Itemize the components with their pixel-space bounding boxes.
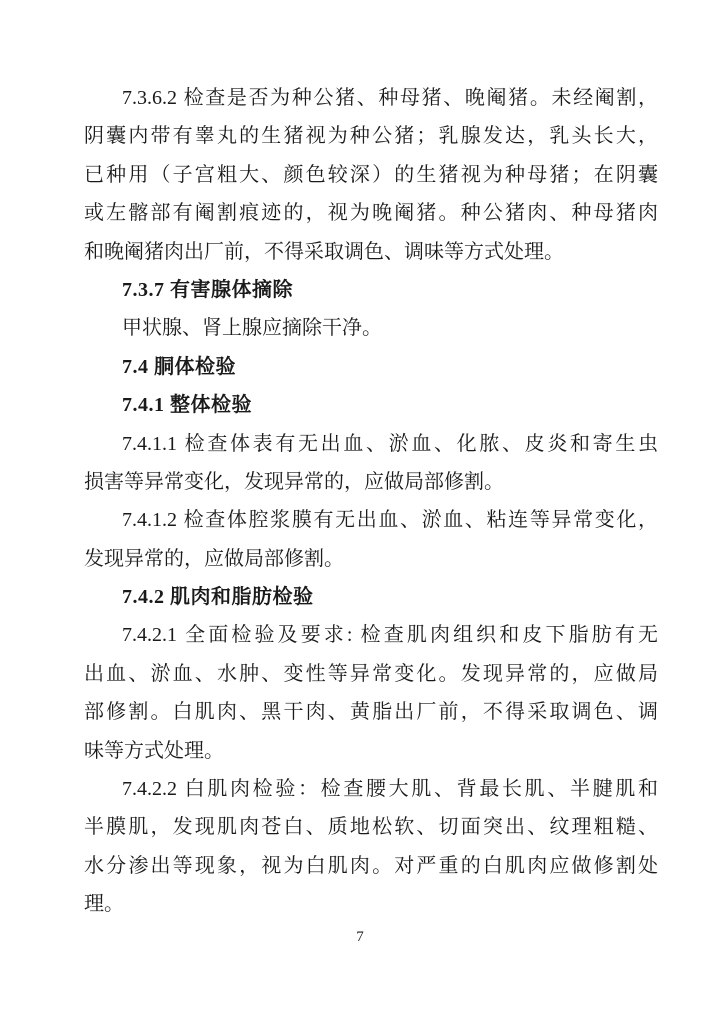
text-line: 7.4.2 肌肉和脂肪检验: [122, 586, 314, 609]
paragraph: [84, 616, 658, 770]
text-line: 已种用（子宫粗大、颜色较深）的生猪视为种母猪；在阴囊: [84, 163, 658, 186]
text-line: 味等方式处理。: [84, 739, 224, 762]
text-line: 损害等异常变化，发现异常的，应做局部修割。: [84, 470, 504, 493]
text-line: 和晚阉猪肉出厂前，不得采取调色、调味等方式处理。: [84, 240, 564, 263]
text-line: 发现异常的，应做局部修割。: [84, 547, 344, 570]
text-line: 7.4 胴体检验: [122, 355, 236, 378]
text-line: 7.4.1.1 检查体表有无出血、淤血、化脓、皮炎和寄生虫: [122, 432, 658, 455]
text-line: 甲状腺、肾上腺应摘除干净。: [122, 317, 382, 340]
text-line: 或左髂部有阉割痕迹的，视为晚阉猪。种公猪肉、种母猪肉: [84, 202, 658, 225]
section-heading: [84, 271, 658, 309]
section-heading: [84, 578, 658, 616]
paragraph: [84, 79, 658, 271]
text-line: 7.4.2.2 白肌肉检验：检查腰大肌、背最长肌、半腱肌和: [122, 778, 658, 801]
text-line: 7.3.7 有害腺体摘除: [122, 278, 293, 301]
text-line: 部修割。白肌肉、黑干肉、黄脂出厂前，不得采取调色、调: [84, 701, 658, 724]
paragraph: [84, 501, 658, 578]
text-line: 7.4.1 整体检验: [122, 394, 252, 417]
section-heading: [84, 386, 658, 424]
section-heading: [84, 348, 658, 386]
text-line: 阴囊内带有睾丸的生猪视为种公猪；乳腺发达，乳头长大，: [84, 125, 658, 148]
text-line: 7.4.2.1 全面检验及要求: 检查肌肉组织和皮下脂肪有无: [122, 624, 658, 647]
paragraph: [84, 309, 658, 347]
text-line: 半膜肌，发现肌肉苍白、质地松软、切面突出、纹理粗糙、: [84, 816, 658, 839]
text-line: 7.4.1.2 检查体腔浆膜有无出血、淤血、粘连等异常变化，: [122, 509, 658, 532]
page-number: 7: [356, 929, 364, 945]
paragraph: [84, 770, 658, 924]
document-content: [84, 79, 658, 924]
text-line: 出血、淤血、水肿、变性等异常变化。发现异常的，应做局: [84, 662, 658, 685]
text-line: 水分渗出等现象，视为白肌肉。对严重的白肌肉应做修割处: [84, 854, 658, 877]
text-line: 理。: [84, 893, 124, 916]
paragraph: [84, 425, 658, 502]
text-line: 7.3.6.2 检查是否为种公猪、种母猪、晚阉猪。未经阉割，: [122, 87, 658, 109]
